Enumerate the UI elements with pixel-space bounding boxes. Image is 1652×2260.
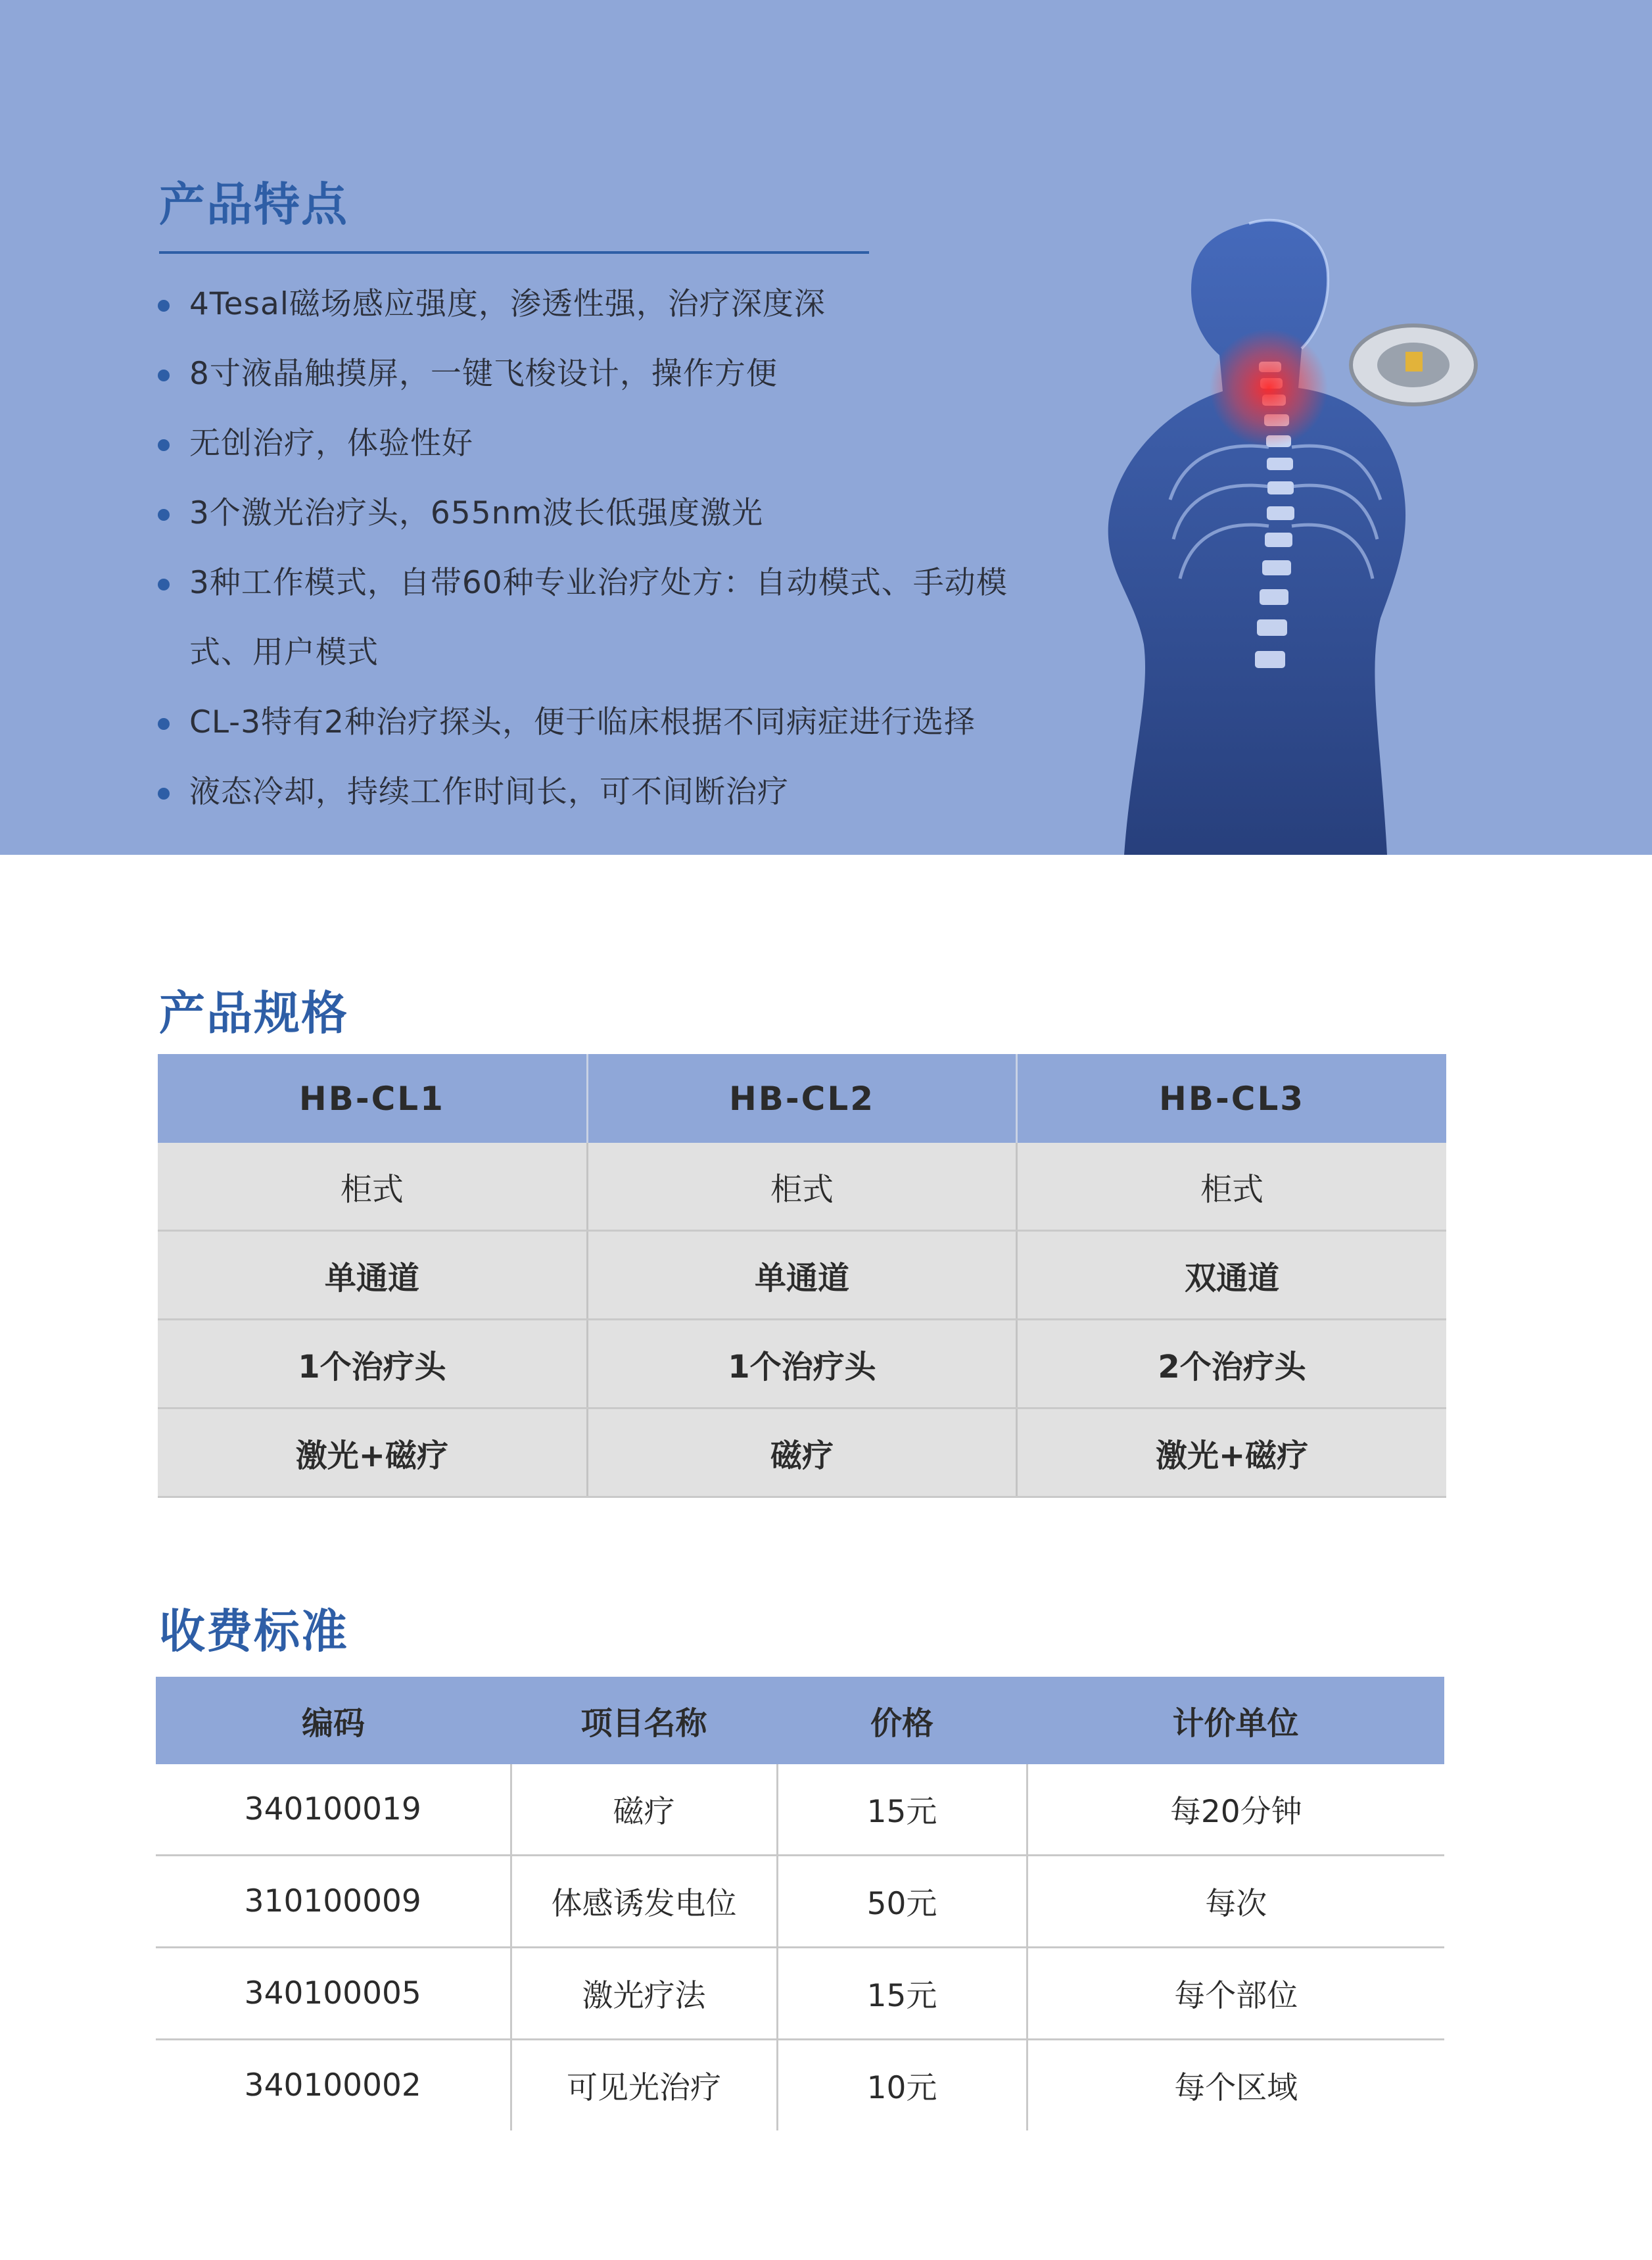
fee-cell: 磁疗 bbox=[511, 1764, 777, 1856]
spec-header-cell: HB-CL3 bbox=[1017, 1054, 1446, 1143]
spec-cell: 柜式 bbox=[158, 1143, 587, 1231]
spine-anatomy-illustration-icon bbox=[1072, 197, 1479, 855]
spec-cell: 激光+磁疗 bbox=[158, 1408, 587, 1497]
feature-item: 4Tesal磁场感应强度，渗透性强，治疗深度深 bbox=[156, 270, 1064, 339]
feature-item: 液态冷却，持续工作时间长，可不间断治疗 bbox=[156, 757, 1064, 827]
fee-cell: 340100002 bbox=[156, 2040, 511, 2131]
fee-header-cell: 价格 bbox=[777, 1677, 1027, 1764]
feature-item: 3种工作模式，自带60种专业治疗处方：自动模式、手动模式、用户模式 bbox=[156, 548, 1064, 688]
bullet-icon bbox=[158, 300, 170, 312]
bullet-icon bbox=[158, 788, 170, 800]
fee-cell: 体感诱发电位 bbox=[511, 1856, 777, 1948]
fee-table bbox=[156, 1677, 1444, 2130]
fee-cell: 可见光治疗 bbox=[511, 2040, 777, 2131]
fee-cell: 50元 bbox=[777, 1856, 1027, 1948]
device-probe bbox=[1351, 325, 1476, 404]
spec-cell: 单通道 bbox=[587, 1231, 1016, 1320]
spec-cell: 单通道 bbox=[158, 1231, 587, 1320]
spec-table bbox=[158, 1054, 1446, 1498]
bullet-icon bbox=[158, 509, 170, 521]
fee-cell: 激光疗法 bbox=[511, 1948, 777, 2040]
fee-cell: 15元 bbox=[777, 1764, 1027, 1856]
title-divider bbox=[159, 251, 869, 254]
fee-cell: 每个区域 bbox=[1174, 2070, 1298, 2106]
spec-cell: 柜式 bbox=[1017, 1143, 1446, 1231]
features-title: 产品特点 bbox=[159, 178, 348, 231]
fee-row bbox=[156, 2040, 1444, 2131]
spec-row bbox=[158, 1143, 1446, 1231]
spec-header-cell: HB-CL2 bbox=[587, 1054, 1016, 1143]
spec-header-row bbox=[158, 1054, 1446, 1143]
fees-title: 收费标准 bbox=[159, 1604, 348, 1658]
spec-cell: 磁疗 bbox=[587, 1408, 1016, 1497]
fee-cell: 每20分钟 bbox=[1027, 1764, 1444, 1856]
feature-list bbox=[156, 270, 1064, 827]
fee-header-cell: 计价单位 bbox=[1027, 1677, 1444, 1764]
fee-cell: 340100005 bbox=[156, 1948, 511, 2040]
fee-row bbox=[156, 1764, 1444, 1856]
fee-header-cell: 项目名称 bbox=[511, 1677, 777, 1764]
spec-row bbox=[158, 1320, 1446, 1408]
feature-item: 无创治疗，体验性好 bbox=[156, 409, 1064, 479]
feature-item: CL-3特有2种治疗探头，便于临床根据不同病症进行选择 bbox=[156, 688, 1064, 757]
fee-cell: 310100009 bbox=[156, 1856, 511, 1948]
bullet-icon bbox=[158, 439, 170, 451]
spec-cell: 1个治疗头 bbox=[158, 1320, 587, 1408]
bullet-icon bbox=[158, 579, 170, 590]
spec-row bbox=[158, 1231, 1446, 1320]
fee-cell: 每个部位 bbox=[1027, 1948, 1444, 2040]
spec-cell: 2个治疗头 bbox=[1017, 1320, 1446, 1408]
feature-item: 3个激光治疗头，655nm波长低强度激光 bbox=[156, 479, 1064, 548]
fee-row bbox=[156, 1856, 1444, 1948]
fee-row bbox=[156, 1948, 1444, 2040]
bullet-icon bbox=[158, 370, 170, 381]
fee-cell: 每次 bbox=[1027, 1856, 1444, 1948]
fee-header-cell: 编码 bbox=[156, 1677, 511, 1764]
spec-cell: 1个治疗头 bbox=[587, 1320, 1016, 1408]
fee-cell: 340100019 bbox=[156, 1764, 511, 1856]
fee-cell: 10元 bbox=[777, 2040, 1027, 2131]
spec-header-cell: HB-CL1 bbox=[158, 1054, 587, 1143]
feature-item: 8寸液晶触摸屏，一键飞梭设计，操作方便 bbox=[156, 339, 1064, 409]
spec-cell: 双通道 bbox=[1017, 1231, 1446, 1320]
spec-cell: 激光+磁疗 bbox=[1017, 1408, 1446, 1497]
specs-title: 产品规格 bbox=[159, 986, 348, 1040]
bullet-icon bbox=[158, 718, 170, 730]
fee-cell: 15元 bbox=[777, 1948, 1027, 2040]
spec-row bbox=[158, 1408, 1446, 1497]
fee-header-row bbox=[156, 1677, 1444, 1764]
spec-cell: 柜式 bbox=[587, 1143, 1016, 1231]
